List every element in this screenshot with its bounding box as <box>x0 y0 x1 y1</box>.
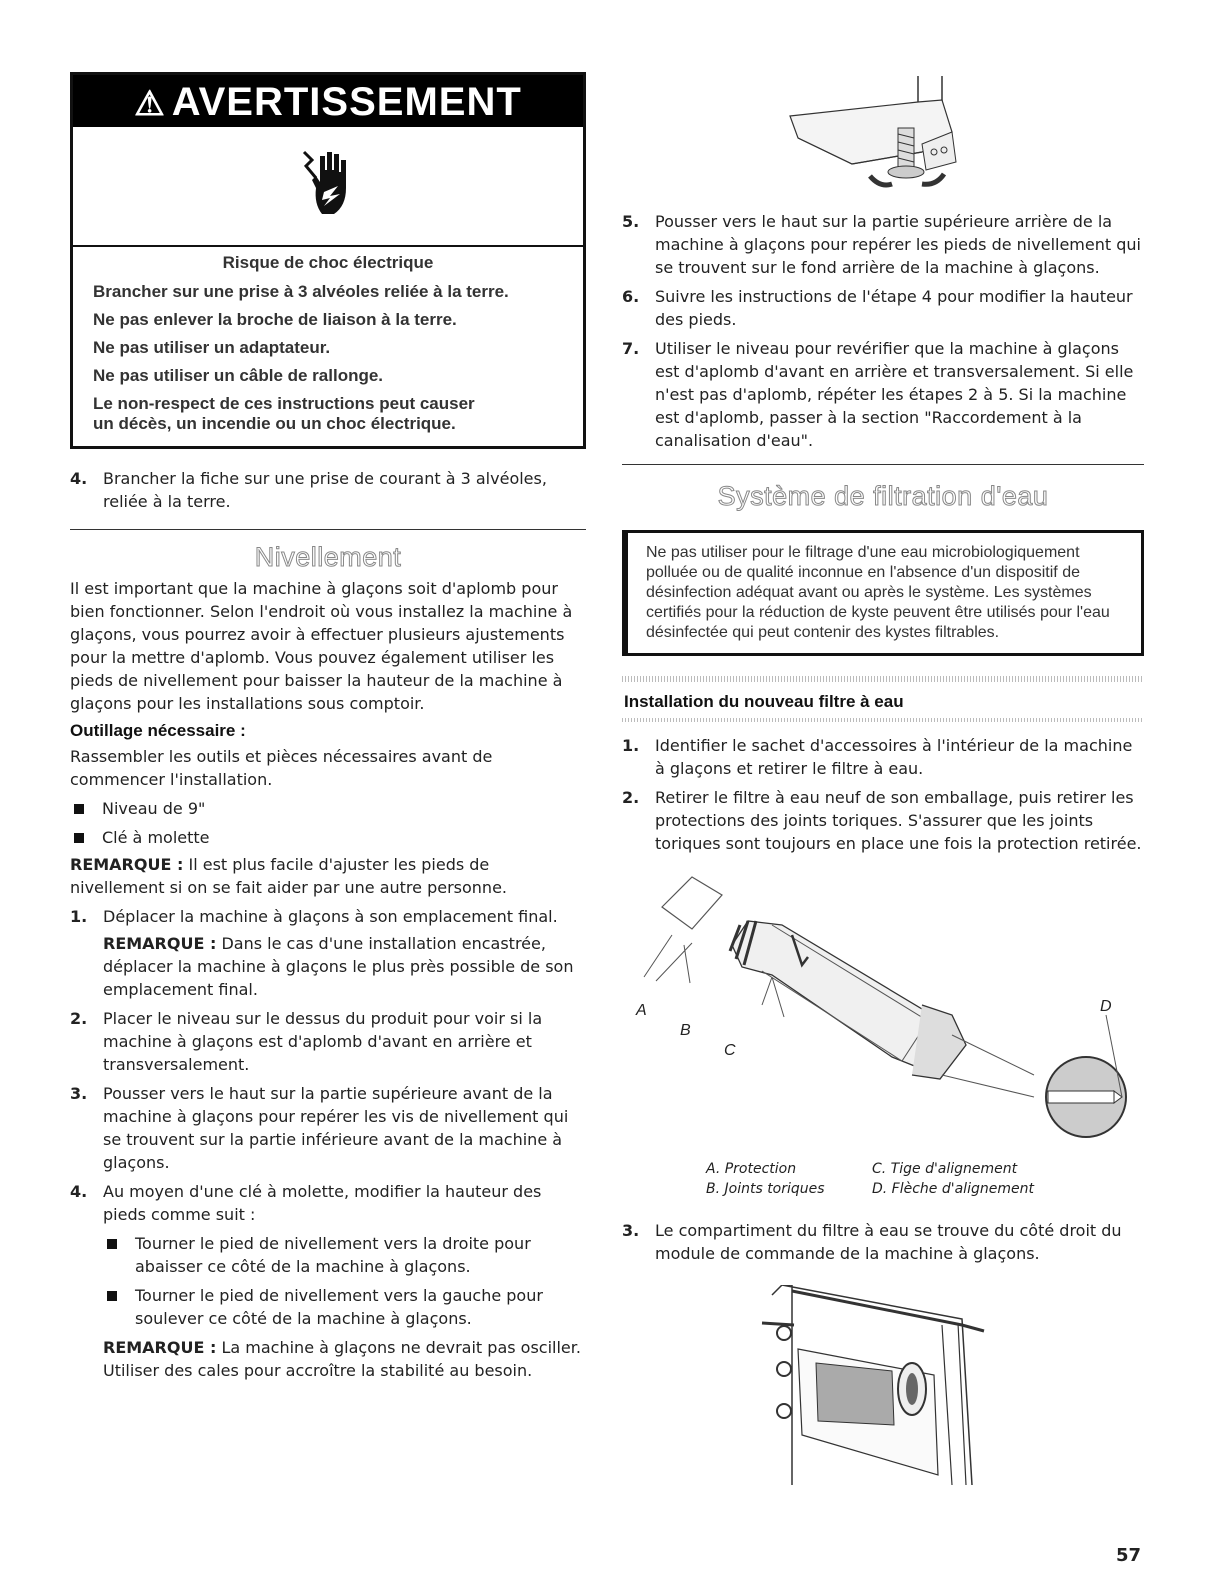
electric-shock-icon <box>298 148 358 224</box>
leveling-step-1: 1. Déplacer la machine à glaçons à son emplacement final. <box>70 907 558 926</box>
warning-triangle-icon: ⚠ <box>134 85 166 123</box>
tool-item: Clé à molette <box>70 826 586 849</box>
warning-box <box>70 72 586 449</box>
label-b: B <box>680 1022 691 1039</box>
left-step-4-plug: 4. Brancher la fiche sur une prise de courant à 3 alvéoles, reliée à la terre. <box>70 469 547 511</box>
bullet-square-icon <box>107 1291 117 1301</box>
remark-helper: REMARQUE : Il est plus facile d'ajuster les pieds de nivellement si on se fait aider par une autre personne. <box>70 855 507 897</box>
warning-risk: Risque de choc électrique <box>222 253 434 272</box>
divider <box>70 529 586 530</box>
label-a: A <box>636 1002 647 1019</box>
sub-bullet-left: Tourner le pied de nivellement vers la gauche pour soulever ce côté de la machine à glaçons. <box>103 1284 586 1330</box>
filter-step-2: 2. Retirer le filtre à eau neuf de son emballage, puis retirer les protections des joints toriques. S'assurer que les joints toriques sont toujours en place une fois la protection retirée. <box>622 788 1142 853</box>
warning-line: Ne pas utiliser un câble de rallonge. <box>93 366 384 385</box>
sub-bullet-right: Tourner le pied de nivellement vers la droite pour abaisser ce côté de la machine à glaçons. <box>103 1232 586 1278</box>
caption-c: C. Tige d'alignement <box>872 1161 1018 1177</box>
leveling-foot-illustration <box>622 72 1144 202</box>
filtration-notice: Ne pas utiliser pour le filtrage d'une eau microbiologiquement polluée ou de qualité inconnue en l'absence d'un dispositif de désinfection adéquat avant ou après le système. Les systèmes certifiés pour la réduction de kyste peuvent être utilisés pour l'eau désinfectée qui peut contenir des kystes filtrables. <box>622 530 1144 656</box>
tools-intro: Rassembler les outils et pièces nécessaires avant de commencer l'installation. <box>70 747 493 789</box>
caption-a: A. Protection <box>706 1161 797 1177</box>
leveling-step-7: 7. Utiliser le niveau pour revérifier que la machine à glaçons est d'aplomb d'avant en arrière et transversalement. Si elle n'est pas d'aplomb, répéter les étapes 2 à 5. Si la machine est d'aplomb, passer à la section "Raccordement à la canalisation d'eau". <box>622 339 1134 450</box>
right-column <box>622 72 1144 1485</box>
tools-title: Outillage nécessaire : <box>70 721 246 740</box>
bullet-square-icon <box>74 833 84 843</box>
warning-body <box>73 247 583 446</box>
remark-step-1: REMARQUE : Dans le cas d'une installation encastrée, déplacer la machine à glaçons le plus près possible de son emplacement final. <box>103 934 574 999</box>
warning-title: ⚠ AVERTISSEMENT <box>73 75 583 127</box>
filtration-title: Système de filtration d'eau <box>717 481 1049 511</box>
hatch-divider <box>622 718 1144 722</box>
label-d: D <box>1100 998 1112 1015</box>
warning-line: Ne pas utiliser un adaptateur. <box>93 338 331 357</box>
leveling-step-4: 4. Au moyen d'une clé à molette, modifier la hauteur des pieds comme suit : <box>70 1182 542 1224</box>
water-filter-illustration <box>622 865 1144 1155</box>
bullet-square-icon <box>74 804 84 814</box>
label-c: C <box>724 1042 736 1059</box>
leveling-step-6: 6. Suivre les instructions de l'étape 4 pour modifier la hauteur des pieds. <box>622 287 1133 329</box>
tool-item: Niveau de 9" <box>70 797 586 820</box>
shock-hazard-area <box>73 127 583 247</box>
figure-legend <box>706 1161 1144 1197</box>
leveling-intro: Il est important que la machine à glaçons soit d'aplomb pour bien fonctionner. Selon l'endroit où vous installez la machine à glaçons, vous pourrez avoir à effectuer plusieurs ajustements pour la mettre d'aplomb. Vous pouvez également utiliser les pieds de nivellement pour baisser la hauteur de la machine à glaçons pour les installations sous comptoir. <box>70 579 573 713</box>
filter-step-3: 3. Le compartiment du filtre à eau se trouve du côté droit du module de commande de la machine à glaçons. <box>622 1221 1122 1263</box>
warning-line: Brancher sur une prise à 3 alvéoles reliée à la terre. <box>93 282 509 301</box>
bullet-square-icon <box>107 1239 117 1249</box>
page-number: 57 <box>1115 1545 1141 1566</box>
caption-b: B. Joints toriques <box>706 1181 825 1197</box>
left-column <box>70 72 586 1382</box>
leveling-step-5: 5. Pousser vers le haut sur la partie supérieure arrière de la machine à glaçons pour repérer les pieds de nivellement qui se trouvent sur le fond arrière de la machine à glaçons. <box>622 212 1141 277</box>
leveling-step-3: 3. Pousser vers le haut sur la partie supérieure avant de la machine à glaçons pour repérer les vis de nivellement qui se trouvent sur la partie inférieure avant de la machine à glaçons. <box>70 1084 569 1172</box>
leveling-step-2: 2. Placer le niveau sur le dessus du produit pour voir si la machine à glaçons est d'aplomb d'avant en arrière et transversalement. <box>70 1009 543 1074</box>
caption-d: D. Flèche d'alignement <box>872 1181 1034 1197</box>
divider <box>622 464 1144 465</box>
leveling-title: Nivellement <box>254 542 402 572</box>
install-title: Installation du nouveau filtre à eau <box>624 692 904 711</box>
filter-compartment-illustration <box>622 1285 1144 1485</box>
hatch-divider <box>622 676 1144 682</box>
remark-final: REMARQUE : La machine à glaçons ne devrait pas osciller. Utiliser des cales pour accroître la stabilité au besoin. <box>103 1338 581 1380</box>
warning-line: Ne pas enlever la broche de liaison à la terre. <box>93 310 457 329</box>
filter-step-1: 1. Identifier le sachet d'accessoires à l'intérieur de la machine à glaçons et retirer le filtre à eau. <box>622 736 1133 778</box>
warning-consequence: Le non-respect de ces instructions peut causer un décès, un incendie ou un choc électrique. <box>93 394 475 433</box>
